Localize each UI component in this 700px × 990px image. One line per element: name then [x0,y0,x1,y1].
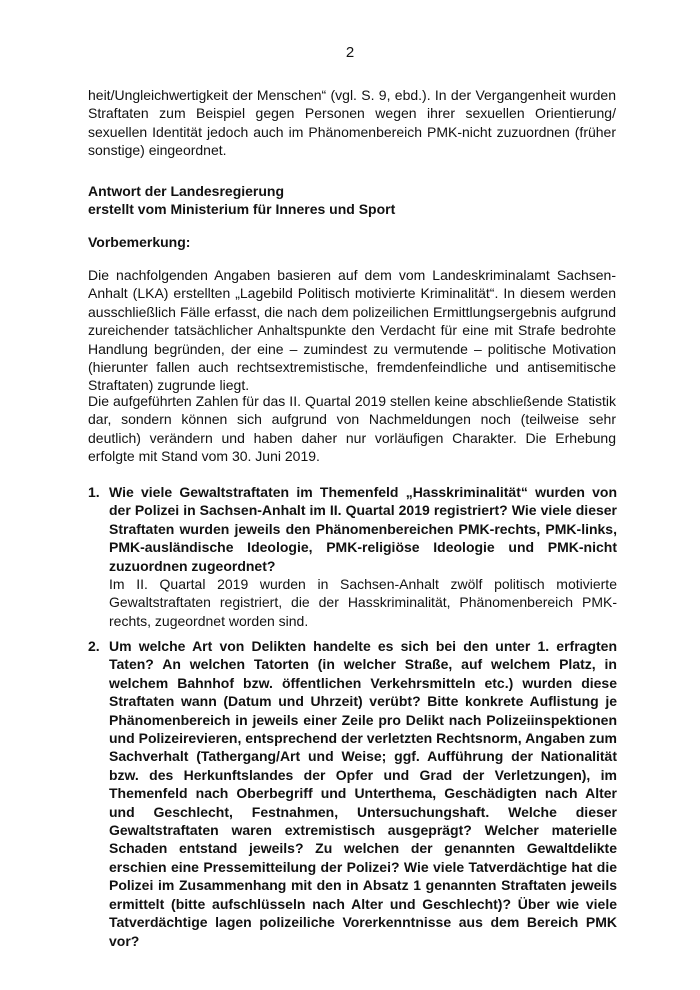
intro-continuation-paragraph: heit/Ungleichwertigkeit der Menschen“ (vgl. S. 9, ebd.). In der Vergangenheit wurden Straftaten zum Beispiel gegen Personen wegen ihrer sexuellen Orientierung/ sexuellen Identität jedoch auch im Phänomenbereich PMK-nicht zuzuordnen (früher sonstige) eingeordnet. [88,87,616,159]
question-2-number: 2. [88,638,100,654]
question-1-number: 1. [88,484,100,500]
answer-heading [88,182,616,219]
page-number: 2 [345,44,355,61]
question-2-text: Um welche Art von Delikten handelte es sich bei den unter 1. erfragten Taten? An welchen Tatorten (in welcher Straße, auf welchem Platz, in welchem Bahnhof bzw. öffentlichen Verkehrsmitteln etc.) wurden diese Straftaten wann (Datum und Uhrzeit) verübt? Bitte konkrete Auflistung je Phänomenbereich in jeweils einer Zeile pro Delikt nach Polizeiinspektionen und Polizeirevieren, entsprechend der verletzten Rechtsnorm, Angaben zum Sachverhalt (Tathergang/Art und Weise; ggf. Aufführung der Nationalität bzw. des Herkunftslandes der Opfer und Grad der Verletzungen), im Themenfeld nach Oberbegriff und Unterthema, Geschädigten nach Alter und Geschlecht, Festnahmen, Untersuchungshaft. Welche dieser Gewaltstraftaten waren extremistisch ausgeprägt? Welcher materielle Schaden entstand jeweils? Zu welchen der genannten Gewaltdelikte erschien eine Pressemitteilung der Polizei? Wie viele Tatverdächtige hat die Polizei im Zusammenhang mit den in Absatz 1 genannten Straftaten jeweils ermittelt (bitte aufschlüsseln nach Alter und Geschlecht)? Über wie viele Tatverdächtige lagen polizeiliche Vorerkenntnisse aus dem Bereich PMK vor? [109,638,617,949]
question-1-answer: Im II. Quartal 2019 wurden in Sachsen-Anhalt zwölf politisch motivierte Gewaltstraftaten registriert, die der Hasskriminalität, Phänomenbereich PMK-rechts, zugeordnet worden sind. [109,576,617,629]
answer-heading-line-1: Antwort der Landesregierung [88,183,285,199]
preliminary-heading: Vorbemerkung: [88,234,191,250]
answer-heading-line-2: erstellt vom Ministerium für Inneres und Sport [88,201,396,218]
preliminary-paragraph-2: Die aufgeführten Zahlen für das II. Quartal 2019 stellen keine abschließende Statistik dar, sondern können sich aufgrund von Nachmeldungen noch (teilweise sehr deutlich) verändern und haben daher nur vorläufigen Charakter. Die Erhebung erfolgte mit Stand vom 30. Juni 2019. [88,393,616,465]
preliminary-paragraph-1: Die nachfolgenden Angaben basieren auf dem vom Landeskriminalamt Sachsen-Anhalt (LKA) erstellten „Lagebild Politisch motivierte Kriminalität“. In diesem werden ausschließlich Fälle erfasst, die nach dem polizeilichen Ermittlungsergebnis aufgrund zureichender tatsächlicher Anhaltspunkte den Verdacht für eine mit Strafe bedrohte Handlung begründen, der eine – zumindest zu vermutende – politische Motivation (hierunter fallen auch rechtsextremistische, fremdenfeindliche und antisemitische Straftaten) zugrunde liegt. [88,267,616,394]
question-1-text: Wie viele Gewaltstraftaten im Themenfeld „Hasskriminalität“ wurden von der Polizei in Sachsen-Anhalt im II. Quartal 2019 registriert? Wie viele dieser Straftaten wurden jeweils den Phänomenbereichen PMK-rechts, PMK-links, PMK-ausländische Ideologie, PMK-religiöse Ideologie und PMK-nicht zuzuordnen zugeordnet? [109,484,617,574]
